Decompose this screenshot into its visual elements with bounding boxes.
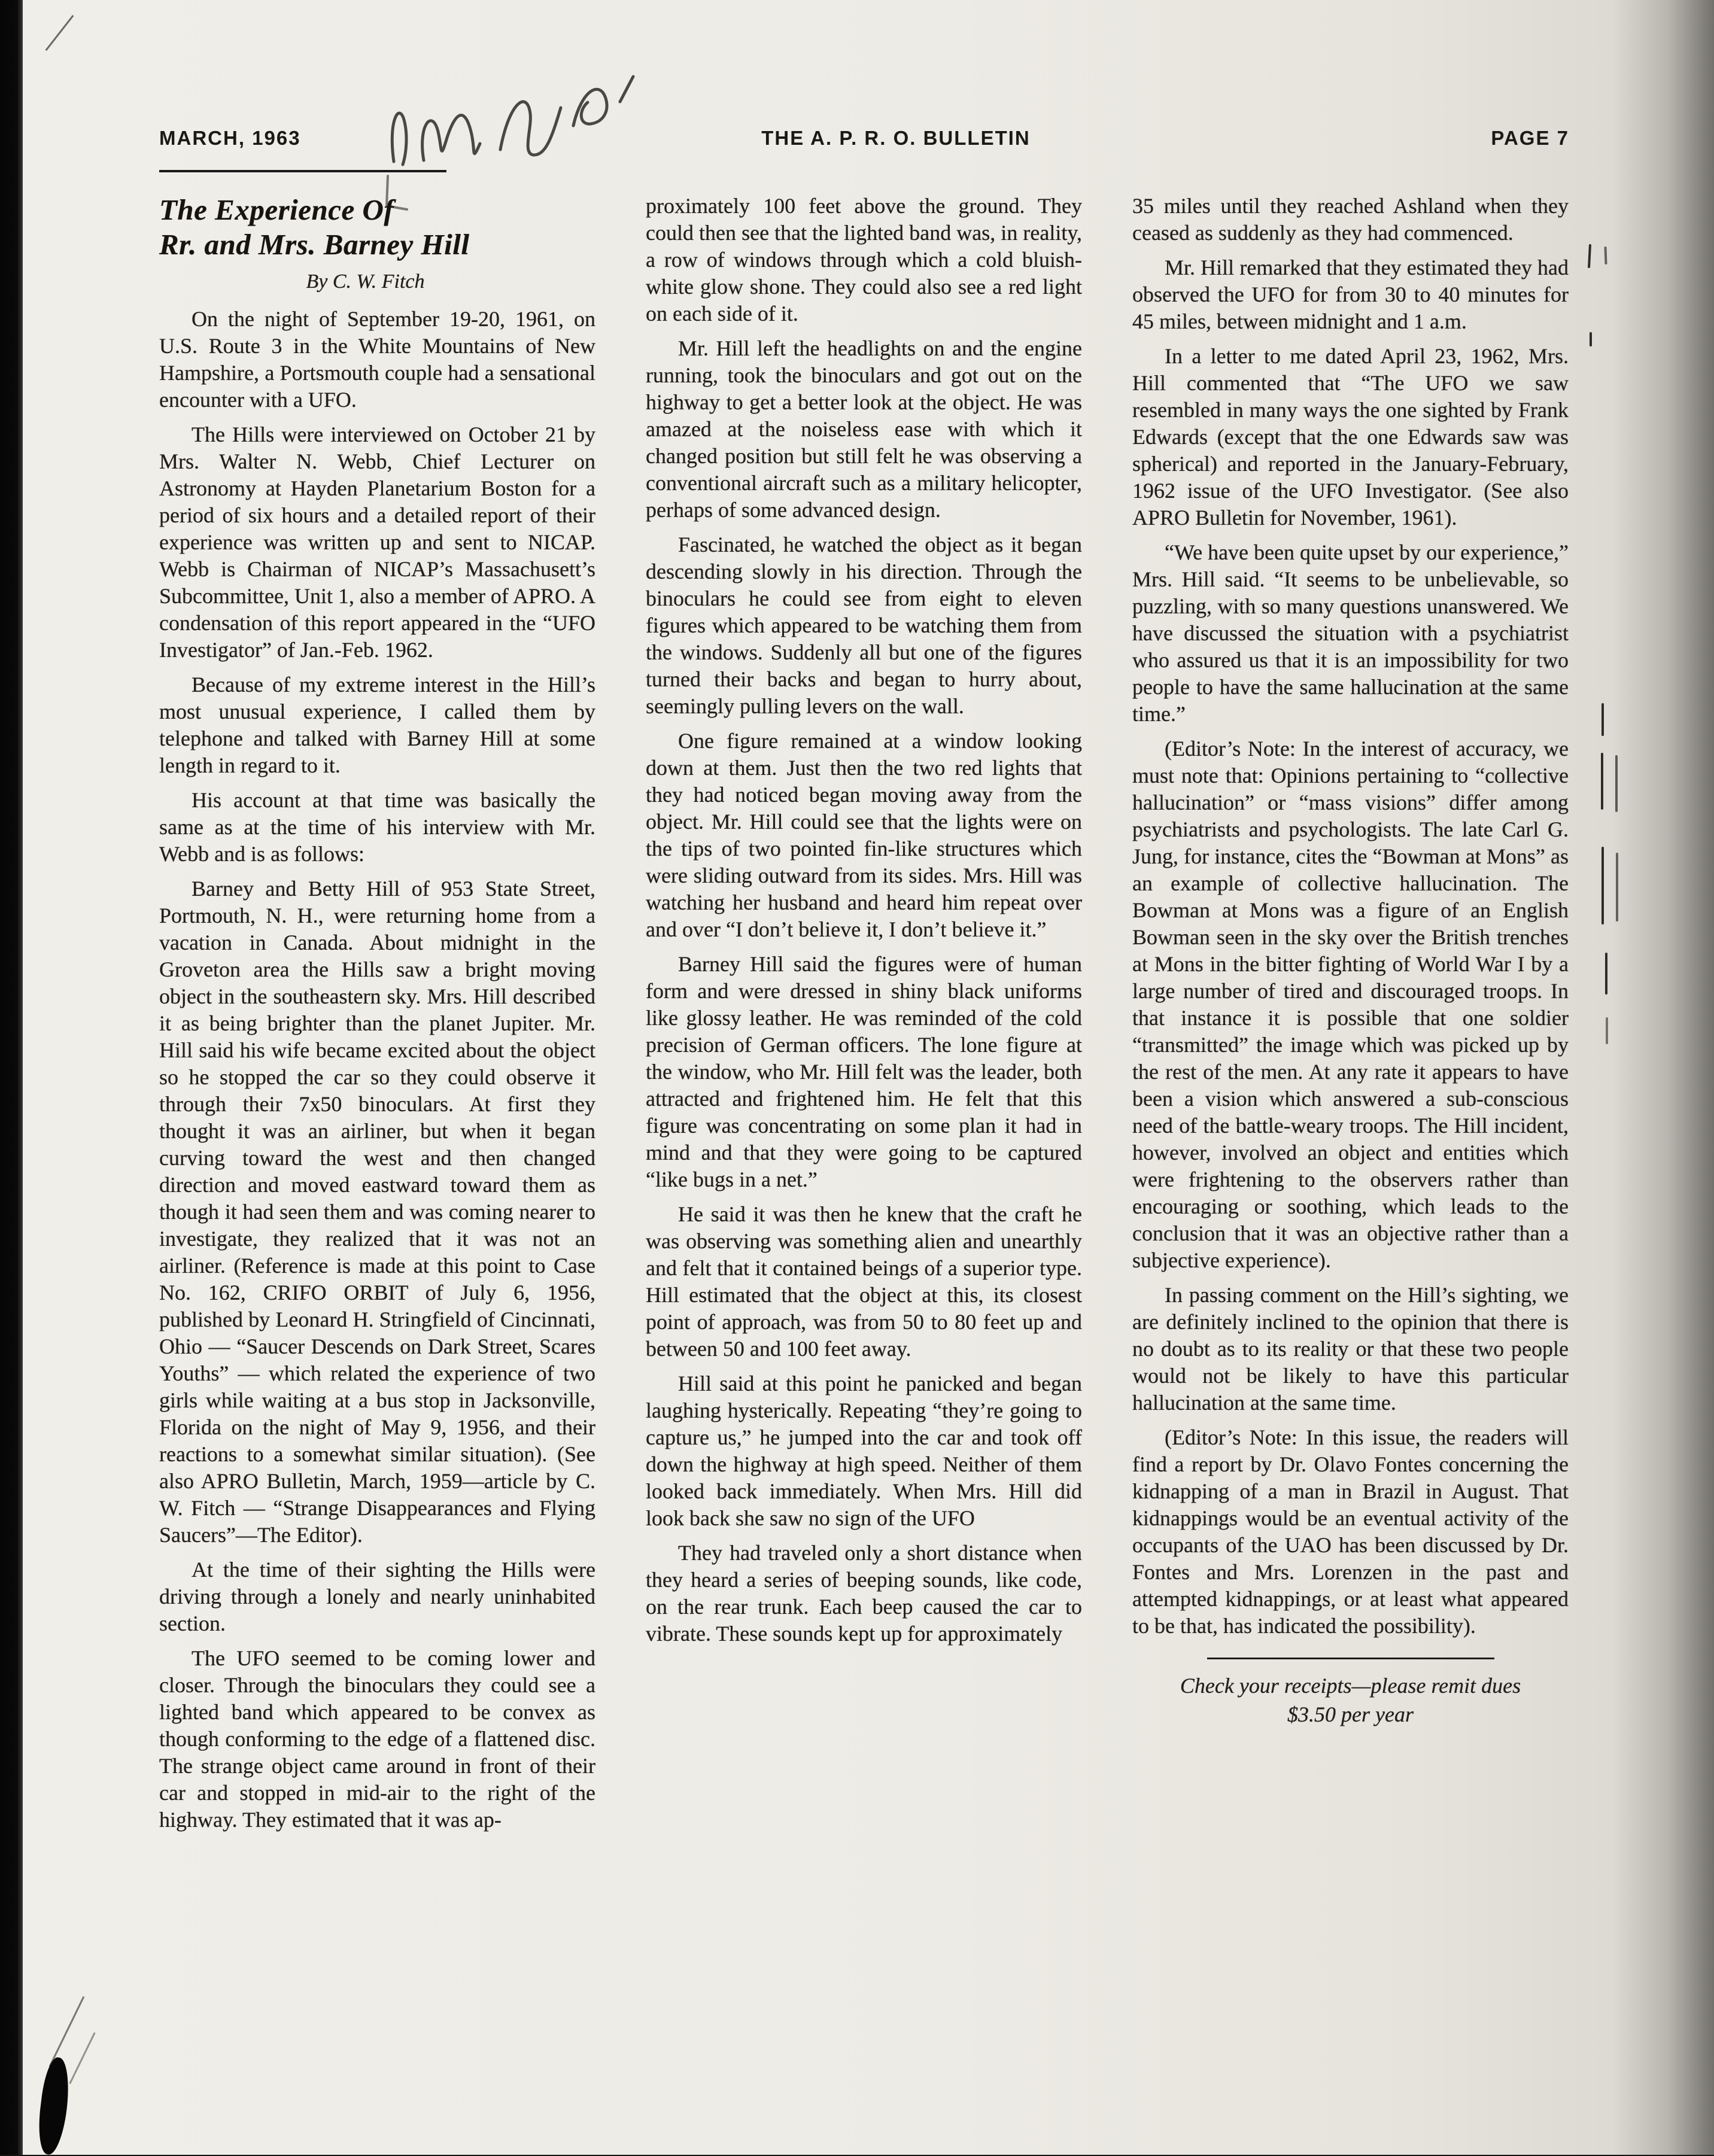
scan-artifact: [1601, 753, 1603, 810]
article-title-line2: Rr. and Mrs. Barney Hill: [159, 228, 470, 261]
column-3: [1132, 193, 1569, 1841]
scan-scratch: [45, 15, 74, 51]
handwritten-annotation-icon: [381, 65, 644, 178]
scan-blot: [35, 2056, 73, 2156]
article-paragraph: They had traveled only a short distance when they heard a series of beeping sounds, like code, on the rear trunk. Each beep caused the car to vibrate. These sounds kept up for approximately: [646, 1541, 1082, 1646]
column-1: [159, 193, 595, 1841]
article-paragraph: Fascinated, he watched the object as it began descending slowly in his direction. Through the binoculars he could see from eight to eleven figures which appeared to be watching them from the windows. Suddenly all but one of the figures turned their backs and began to hurry about, seemingly pulling levers on the wall.: [646, 533, 1082, 718]
dues-reminder: [1132, 1671, 1569, 1729]
dues-reminder-line2: $3.50 per year: [1287, 1702, 1414, 1726]
scan-left-edge: [0, 0, 23, 2155]
article-paragraph: (Editor’s Note: In this issue, the readers will find a report by Dr. Olavo Fontes concerning the kidnapping of a man in Brazil in August. That kidnappings would be an eventual activity of the occupants of the UAO has been discussed by Dr. Fontes and Mrs. Lorenzen in the past and attempted kidnappings, or at least what appeared to be that, has indicated the possibility).: [1132, 1425, 1569, 1638]
article-paragraph: Mr. Hill remarked that they estimated they had observed the UFO for from 30 to 40 minutes for 45 miles, between midnight and 1 a.m.: [1132, 256, 1569, 333]
column-2: [646, 193, 1082, 1841]
scan-artifact: [1601, 847, 1604, 925]
article-paragraph: He said it was then he knew that the craft he was observing was something alien and unearthly and felt that it contained beings of a superior type. Hill estimated that the object at this, its closest point of approach, was from 50 to 80 feet up and between 50 and 100 feet away.: [646, 1202, 1082, 1361]
scan-artifact: [1601, 703, 1604, 736]
article-title: [159, 193, 595, 262]
page-number: PAGE 7: [1491, 127, 1569, 149]
article-paragraph: Hill said at this point he panicked and began laughing hysterically. Repeating “they’re going to capture us,” he jumped into the car and took off down the highway at high speed. Neither of them looked back immediately. When Mrs. Hill did look back she saw no sign of the UFO: [646, 1372, 1082, 1530]
article-paragraph: “We have been quite upset by our experience,” Mrs. Hill said. “It seems to be unbelievable, so puzzling, with so many questions unanswered. We have discussed the situation with a psychiatrist who assured us that it is an impossibility for two people to have the same hallucination at the same time.”: [1132, 540, 1569, 726]
paper: [22, 0, 1714, 2155]
page-header: [159, 127, 1569, 150]
article-paragraph: (Editor’s Note: In the interest of accuracy, we must note that: Opinions pertaining to “collective hallucination” or “mass visions” differ among psychiatrists and psychologists. The late Carl G. Jung, for instance, cites the “Bowman at Mons” as an example of collective hallucination. The Bowman at Mons was a figure of an English Bowman seen in the sky over the British trenches at Mons in the bitter fighting of World War I by a large number of tired and discouraged troops. In that instance it is possible that one soldier “transmitted” the image which was picked up by the rest of the men. At any rate it appears to have been a vision which answered a sub-conscious need of the battle-weary troops. The Hill incident, however, involved an object and entities which were frightening to the observers rather than encouraging or soothing, which leads to the conclusion that it was an objective rather than a subjective experience).: [1132, 737, 1569, 1272]
article-paragraph: Barney and Betty Hill of 953 State Street, Portmouth, N. H., were returning home from a vacation in Canada. About midnight in the Groveton area the Hills saw a bright moving object in the southeastern sky. Mrs. Hill described it as being brighter than the planet Jupiter. Mr. Hill said his wife became excited about the object so he stopped the car so they could observe it through their 7x50 binoculars. At first they thought it was an airliner, but when it began curving toward the west and then changed direction and moved eastward toward them as though it had seen them and was coming nearer to investigate, they realized that it was not an airliner. (Reference is made at this point to Case No. 162, CRIFO ORBIT of July 6, 1956, published by Leonard H. Stringfield of Cincinnati, Ohio — “Saucer Descends on Dark Street, Scares Youths” — which related the experience of two girls while waiting at a bus stop in Jacksonville, Florida on the night of May 9, 1956, and their reactions to a somewhat similar situation). (See also APRO Bulletin, March, 1959—article by C. W. Fitch — “Strange Disappearances and Flying Saucers”—The Editor).: [159, 877, 595, 1547]
scan-right-edge: [1612, 0, 1714, 2155]
column-1-paragraphs: [159, 306, 595, 1833]
article-body: [159, 193, 1569, 1841]
article-paragraph: One figure remained at a window looking down at them. Just then the two red lights that they had noticed began moving away from the object. Mr. Hill could see that the lights were on the tips of two pointed fin-like structures which were sliding outward from its sides. Mrs. Hill was watching her husband and heard him repeat over and over “I don’t believe it, I don’t believe it.”: [646, 729, 1082, 941]
article-paragraph: In passing comment on the Hill’s sighting, we are definitely inclined to the opinion that there is no doubt as to its reality or that these two people would not be likely to have this particular hallucination at the same time.: [1132, 1283, 1569, 1415]
article-paragraph: Because of my extreme interest in the Hill’s most unusual experience, I called them by telephone and talked with Barney Hill at some length in regard to it.: [159, 673, 595, 777]
article-paragraph: At the time of their sighting the Hills were driving through a lonely and nearly uninhabited section.: [159, 1558, 595, 1635]
scan-artifact: [1590, 332, 1592, 346]
bulletin-title: THE A. P. R. O. BULLETIN: [761, 127, 1031, 149]
scan-artifact: [1588, 244, 1591, 268]
scan-artifact: [1606, 1017, 1608, 1044]
article-paragraph: His account at that time was basically the same as at the time of his interview with Mr. Webb and is as follows:: [159, 788, 595, 866]
article-paragraph: Mr. Hill left the headlights on and the engine running, took the binoculars and got out on the highway to get a better look at the object. He was amazed at the noiseless ease with which it changed position but still felt he was observing a conventional aircraft such as a military helicopter, perhaps of some advanced design.: [646, 336, 1082, 522]
article-paragraph: The UFO seemed to be coming lower and closer. Through the binoculars they could see a lighted band which appeared to be convex as though conforming to the edge of a flattened disc. The strange object came around in front of their car and stopped in mid-air to the right of the highway. They estimated that it was ap-: [159, 1646, 595, 1832]
dues-reminder-line1: Check your receipts—please remit dues: [1180, 1674, 1521, 1698]
article-paragraph: On the night of September 19-20, 1961, on U.S. Route 3 in the White Mountains of New Hampshire, a Portsmouth couple had a sensational encounter with a UFO.: [159, 307, 595, 412]
column-3-paragraphs: [1132, 193, 1569, 1640]
article-paragraph: proximately 100 feet above the ground. They could then see that the lighted band was, in reality, a row of windows through which a cold bluish-white glow shone. They could also see a red light on each side of it.: [646, 194, 1082, 326]
article-paragraph: Barney Hill said the figures were of human form and were dressed in shiny black uniforms like glossy leather. He was reminded of the cold precision of German officers. The lone figure at the window, who Mr. Hill felt was the leader, both attracted and frightened him. He felt that this figure was concentrating on some plan it had in mind and that they were going to be captured “like bugs in a net.”: [646, 952, 1082, 1191]
article-paragraph: 35 miles until they reached Ashland when they ceased as suddenly as they had commenced.: [1132, 194, 1569, 245]
scan-artifact: [1605, 953, 1607, 995]
article-title-line1: The Experience Of: [159, 193, 394, 226]
byline: By C. W. Fitch: [306, 270, 425, 293]
article-paragraph: The Hills were interviewed on October 21 by Mrs. Walter N. Webb, Chief Lecturer on Astronomy at Hayden Planetarium Boston for a period of six hours and a detailed report of their experience was written up and sent to NICAP. Webb is Chairman of NICAP’s Massachusett’s Subcommittee, Unit 1, also a member of APRO. A condensation of this report appeared in the “UFO Investigator” of Jan.-Feb. 1962.: [159, 422, 595, 662]
article-paragraph: In a letter to me dated April 23, 1962, Mrs. Hill commented that “The UFO we saw resembled in many ways the one sighted by Frank Edwards (except that the one Edwards saw was spherical) and reported in the January-February, 1962 issue of the UFO Investigator. (See also APRO Bulletin for November, 1961).: [1132, 344, 1569, 530]
scan-scratch: [69, 2032, 95, 2084]
footer-rule: [1207, 1658, 1494, 1659]
scan-artifact: [1604, 247, 1607, 264]
issue-date: MARCH, 1963: [159, 127, 301, 149]
scan-scratch: [49, 1996, 85, 2067]
